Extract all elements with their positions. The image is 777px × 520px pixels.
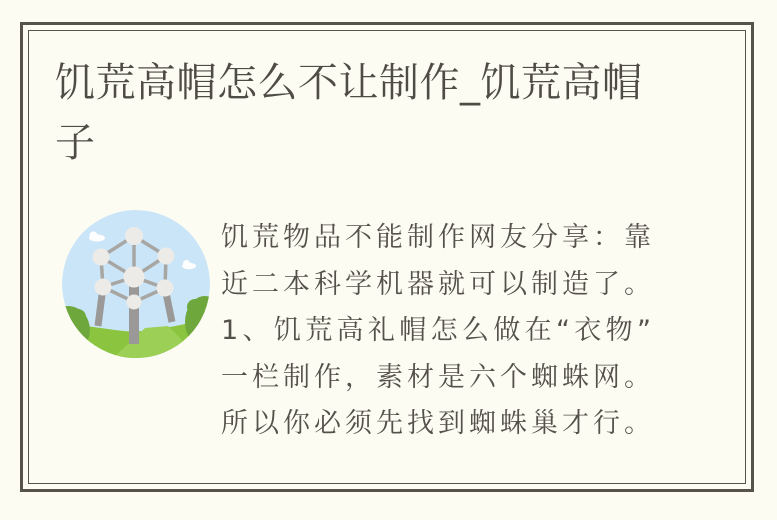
article-body bbox=[221, 215, 651, 448]
article-card bbox=[20, 22, 754, 492]
body-line: 近二本科学机器就可以制造了。 bbox=[221, 268, 651, 300]
body-line: 一栏制作，素材是六个蜘蛛网。 bbox=[221, 361, 651, 393]
atomium-illustration-icon bbox=[62, 210, 210, 358]
body-line: 饥荒物品不能制作网友分享：靠 bbox=[221, 222, 651, 253]
bush-right bbox=[185, 296, 210, 348]
body-line: 1、饥荒高礼帽怎么做在“衣物” bbox=[221, 315, 651, 346]
body-line: 所以你必须先找到蜘蛛巢才行。 bbox=[221, 408, 651, 439]
article-illustration bbox=[62, 210, 210, 358]
page-title: 饥荒高帽怎么不让制作_饥荒高帽子 bbox=[55, 60, 643, 166]
